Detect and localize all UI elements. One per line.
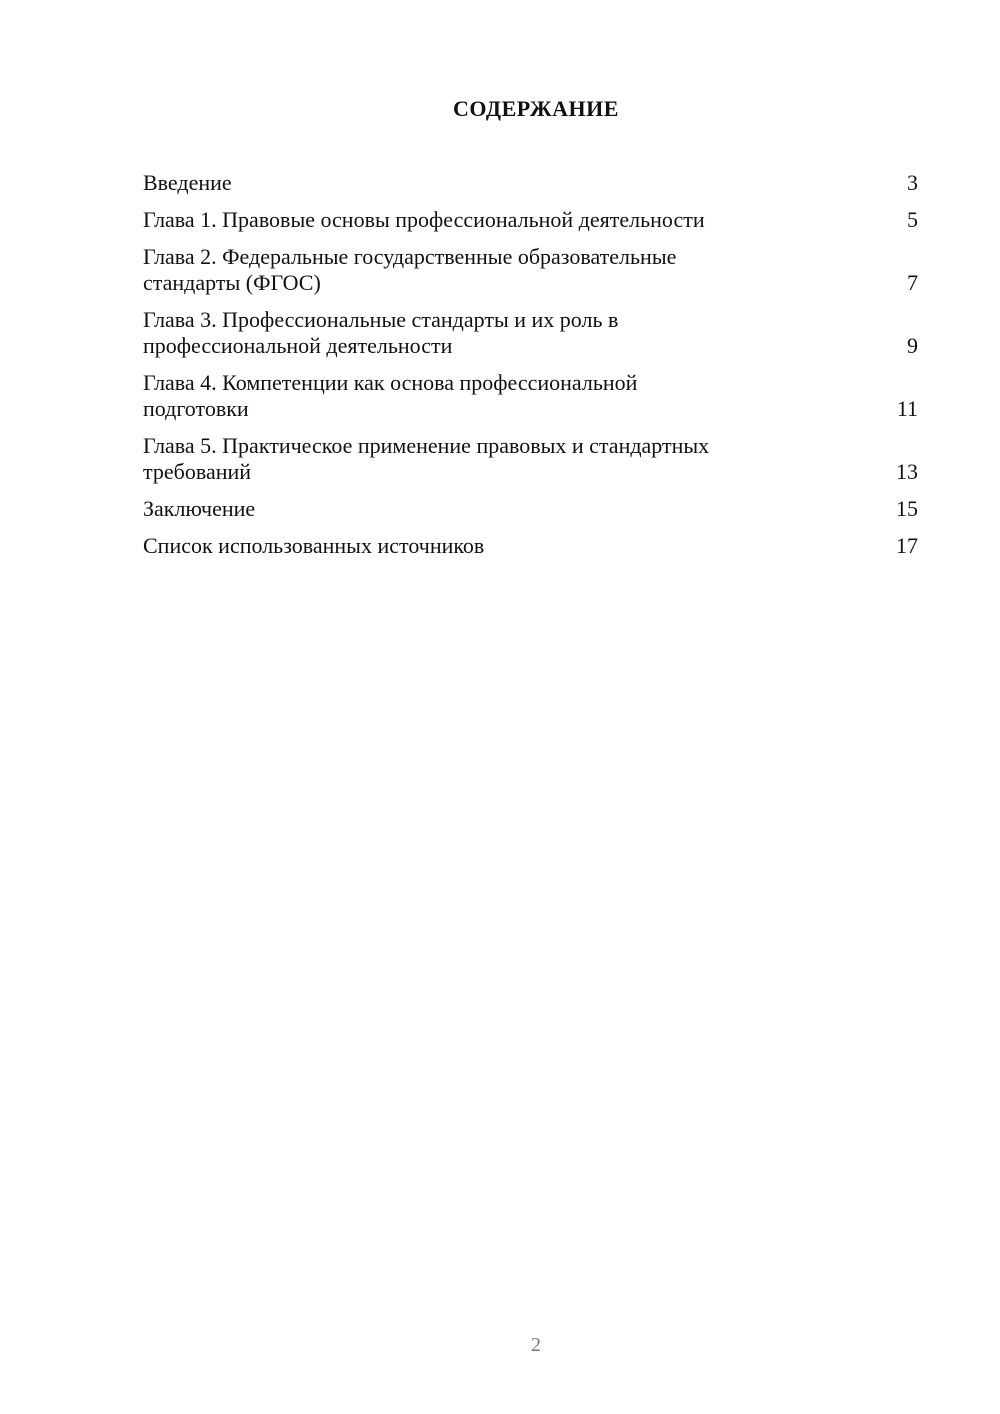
- toc-entry-text: Глава 5. Практическое применение правовых и стандартных требований: [143, 433, 710, 484]
- toc-entry-page: 15: [896, 496, 918, 521]
- toc-entry-introduction: [143, 170, 918, 196]
- toc-entry-page: 7: [907, 270, 918, 295]
- toc-entry-page: 11: [896, 396, 918, 421]
- toc-entry-text: Глава 4. Компетенции как основа профессиональной подготовки: [143, 370, 638, 421]
- toc-entry-chapter-2: [143, 244, 918, 296]
- toc-entry-chapter-4: [143, 370, 918, 422]
- toc-entry-text: Глава 2. Федеральные государственные образовательные стандарты (ФГОС): [143, 244, 677, 295]
- toc-entry-page: 5: [907, 207, 918, 232]
- toc-entry-text: Глава 1. Правовые основы профессиональной деятельности: [143, 207, 705, 232]
- toc-entry-chapter-3: [143, 307, 918, 359]
- toc-entry-page: 13: [896, 459, 918, 484]
- toc-entry-page: 3: [907, 170, 918, 195]
- toc-entry-text: Введение: [143, 170, 232, 195]
- page-title: СОДЕРЖАНИЕ: [453, 96, 619, 121]
- toc-entry-page: 9: [907, 333, 918, 358]
- toc-entry-chapter-5: [143, 433, 918, 485]
- table-of-contents: [143, 170, 918, 570]
- toc-entry-text: Список использованных источников: [143, 533, 485, 558]
- toc-entry-references: [143, 533, 918, 559]
- toc-entry-chapter-1: [143, 207, 918, 233]
- page-number: 2: [531, 1334, 541, 1356]
- toc-entry-page: 17: [896, 533, 918, 558]
- toc-entry-conclusion: [143, 496, 918, 522]
- toc-entry-text: Заключение: [143, 496, 256, 521]
- toc-entry-text: Глава 3. Профессиональные стандарты и их роль в профессиональной деятельности: [143, 307, 619, 358]
